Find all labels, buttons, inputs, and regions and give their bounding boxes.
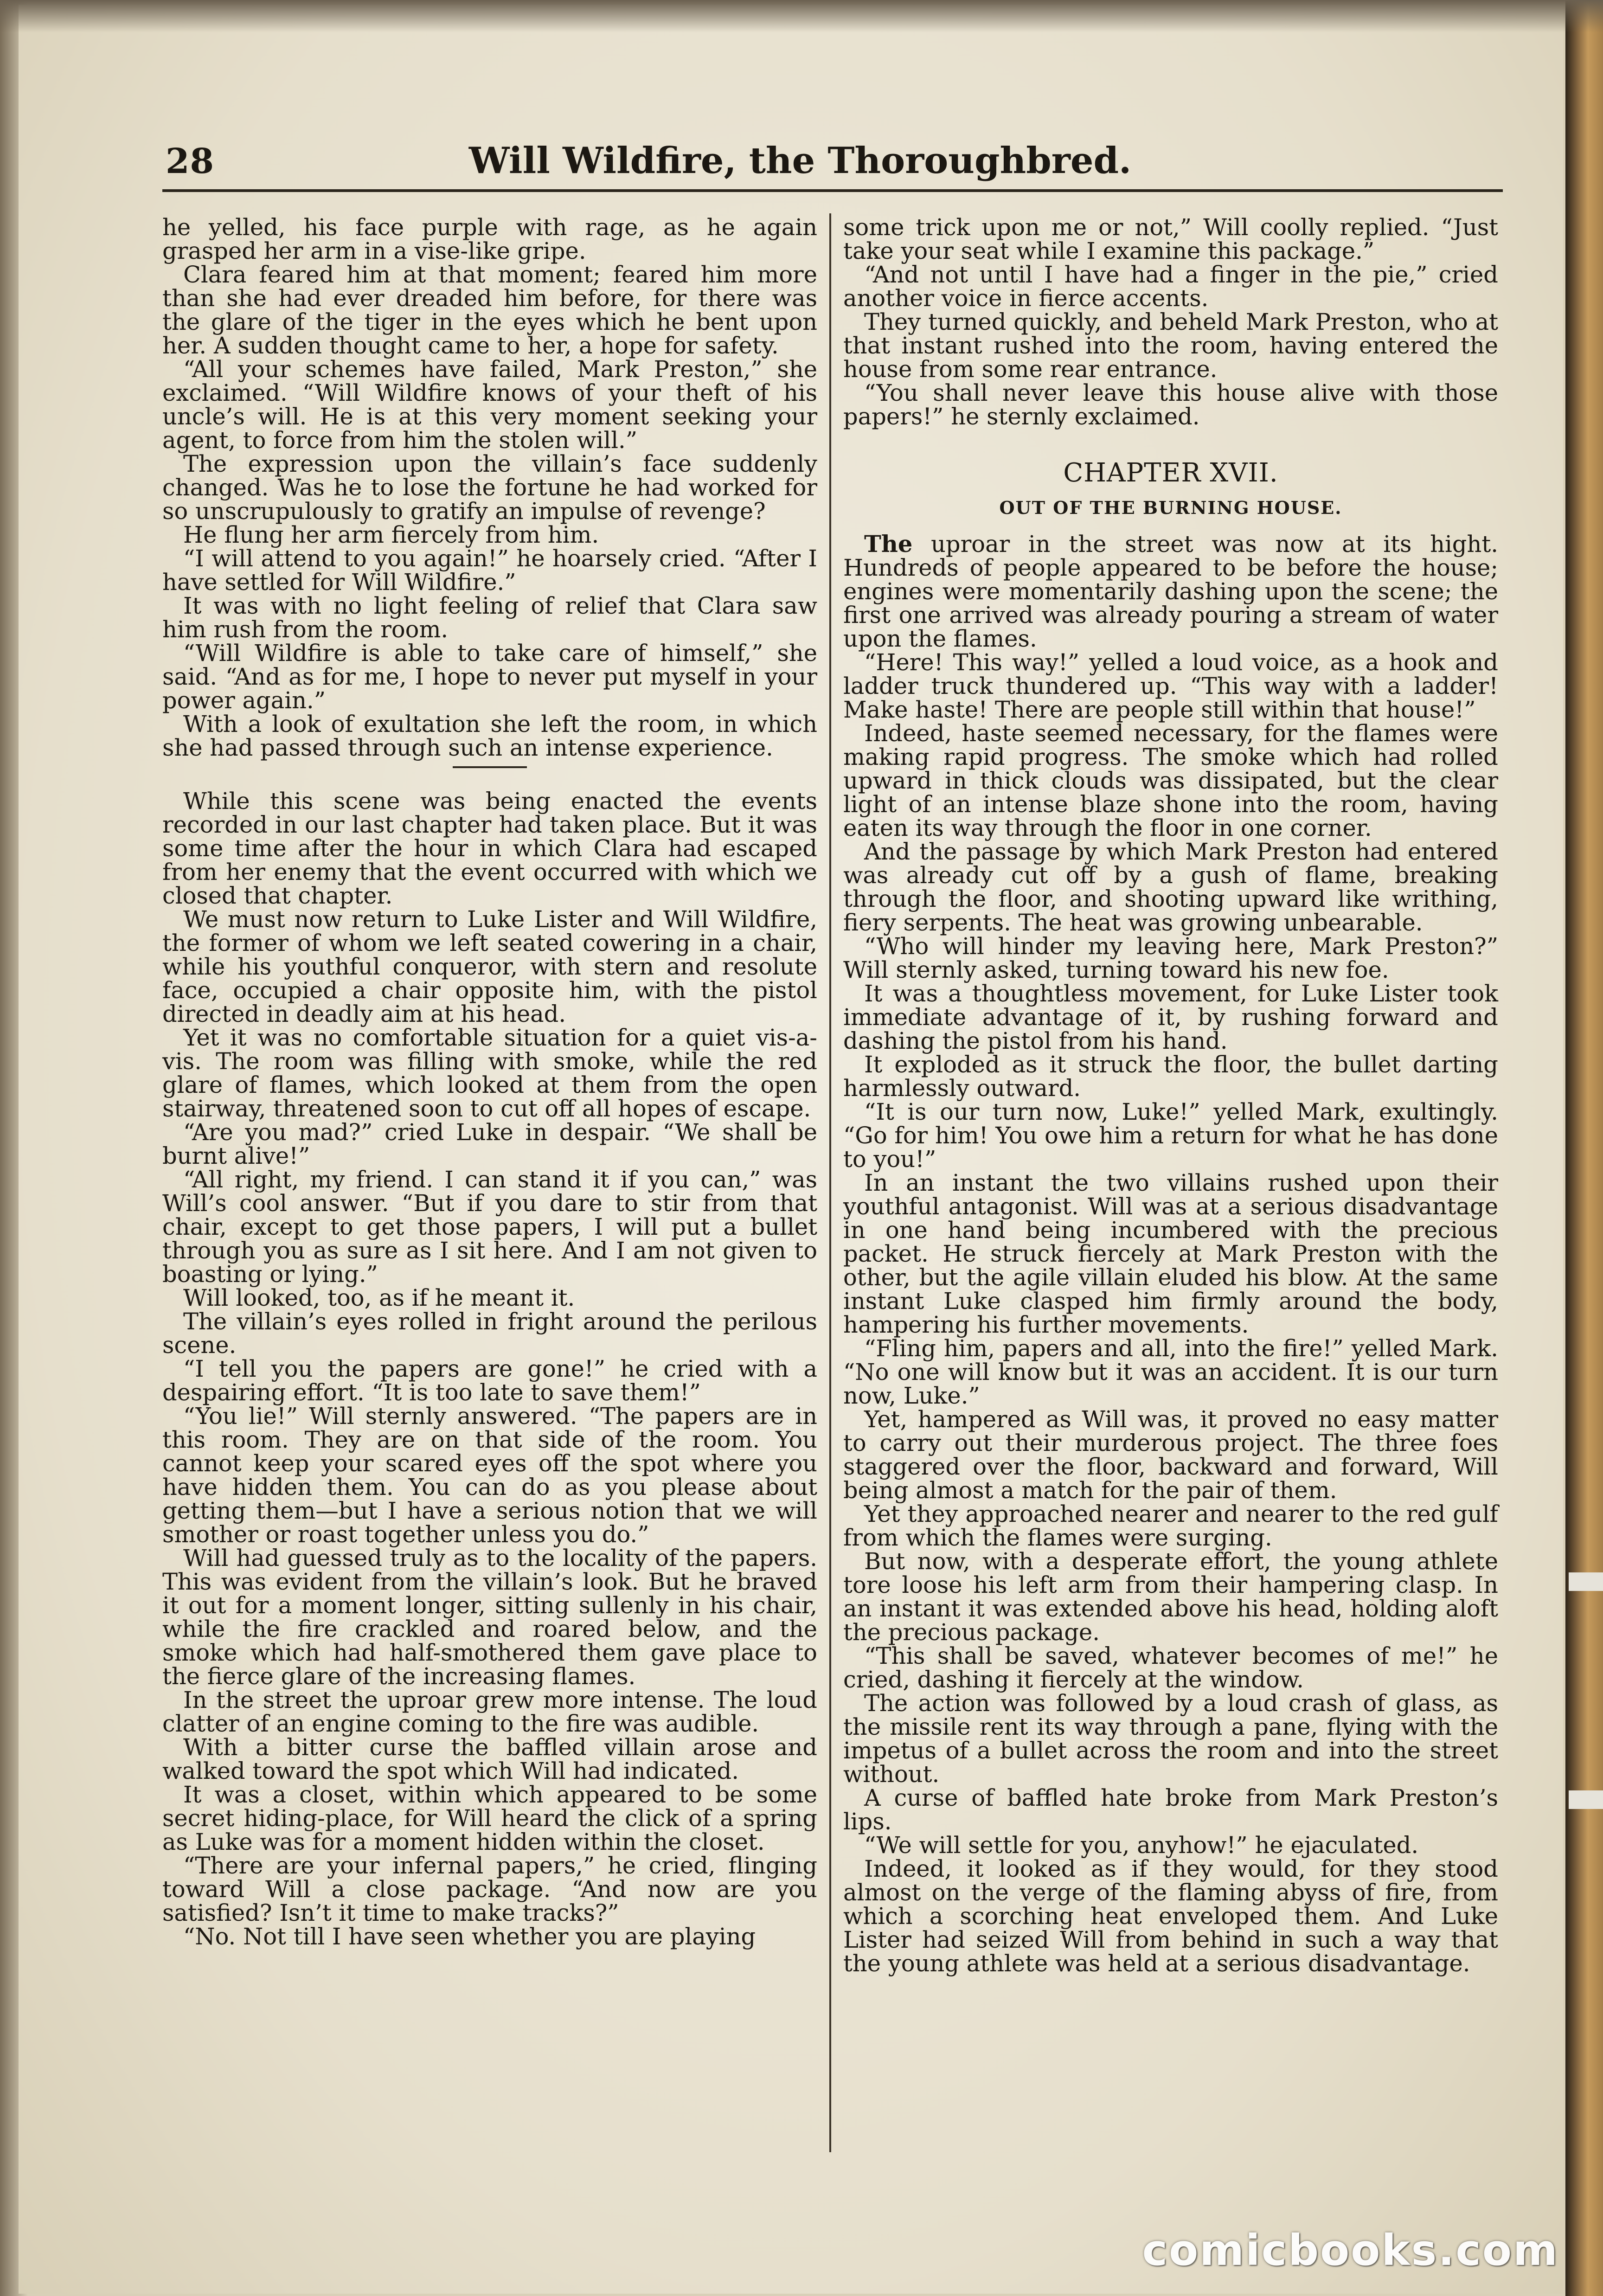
scene-break-rule	[453, 766, 527, 768]
paragraph: A curse of baffled hate broke from Mark Preston’s lips.	[843, 1784, 1498, 1835]
paragraph: “Fling him, papers and all, into the fire!” yelled Mark. “No one will know but it was an accident. It is our turn now, Luke.”	[843, 1335, 1498, 1409]
spine-light-strip	[1569, 1572, 1603, 1591]
paragraph: In the street the uproar grew more intense. The loud clatter of an engine coming to the fire was audible.	[162, 1687, 817, 1737]
paragraph: “Are you mad?” cried Luke in despair. “We shall be burnt alive!”	[162, 1119, 817, 1169]
column-divider	[829, 213, 831, 2152]
paragraph: “You shall never leave this house alive with those papers!” he sternly exclaimed.	[843, 379, 1498, 430]
paragraph: he yelled, his face purple with rage, as he again grasped her arm in a vise-like gripe.	[162, 214, 817, 264]
paragraph: “It is our turn now, Luke!” yelled Mark, exultingly. “Go for him! You owe him a return for what he has done to you!”	[843, 1098, 1498, 1173]
paragraph: “All your schemes have failed, Mark Preston,” she exclaimed. “Will Wildfire knows of your theft of his uncle’s will. He is at this very moment seeking your agent, to force from him the stolen will.”	[162, 356, 817, 454]
paragraph: “There are your infernal papers,” he cried, flinging toward Will a close package. “And now are you satisfied? Isn’t it time to make tracks?”	[162, 1852, 817, 1926]
paragraph: While this scene was being enacted the events recorded in our last chapter had taken place. But it was some time after the hour in which Clara had escaped from her enemy that the event occurred with which we closed that chapter.	[162, 788, 817, 909]
paragraph: It was a closet, within which appeared to be some secret hiding-place, for Will heard the click of a spring as Luke was for a moment hidden within the closet.	[162, 1781, 817, 1855]
paragraph: “Who will hinder my leaving here, Mark Preston?” Will sternly asked, turning toward his new foe.	[843, 933, 1498, 983]
paragraph: “We will settle for you, anyhow!” he ejaculated.	[864, 1832, 1419, 1859]
opening-word: The	[864, 531, 913, 558]
left-column	[162, 216, 817, 1949]
page-number: 28	[166, 141, 214, 181]
paragraph: With a look of exultation she left the room, in which she had passed through such an intense experience.	[162, 711, 817, 761]
paragraph: Indeed, it looked as if they would, for they stood almost on the verge of the flaming abyss of fire, from which a scorching heat enveloped them. And Luke Lister had seized Will from behind in such a way that the young athlete was held at a serious disadvantage.	[843, 1855, 1498, 1977]
right-column	[843, 216, 1498, 1975]
paragraph: “Will Wildfire is able to take care of himself,” she said. “And as for me, I hope to never put myself in your power again.”	[162, 640, 817, 714]
paragraph: “You lie!” Will sternly answered. “The papers are in this room. They are on that side of the room. You cannot keep your scared eyes off the spot where you have hidden them. You can do as you please about getting them—but I have a serious notion that we will smother or roast together unless you do.”	[162, 1403, 817, 1548]
header-rule	[162, 189, 1503, 192]
paragraph: some trick upon me or not,” Will coolly replied. “Just take your seat while I examine this package.”	[843, 214, 1498, 264]
spine-light-strip	[1569, 1790, 1603, 1809]
paragraph: With a bitter curse the baffled villain arose and walked toward the spot which Will had indicated.	[162, 1734, 817, 1784]
paragraph: Yet they approached nearer and nearer to the red gulf from which the flames were surging.	[843, 1501, 1498, 1551]
paragraph: But now, with a desperate effort, the young athlete tore loose his left arm from their hampering clasp. In an instant it was extended above his head, holding aloft the precious package.	[843, 1548, 1498, 1646]
chapter-title: CHAPTER XVII.	[1063, 458, 1278, 488]
paragraph: “And not until I have had a finger in the pie,” cried another voice in fierce accents.	[843, 261, 1498, 312]
paragraph: The expression upon the villain’s face suddenly changed. Was he to lose the fortune he had worked for so unscrupulously to gratify an impulse of revenge?	[162, 450, 817, 525]
scan-top-shadow	[0, 0, 1603, 32]
paragraph: Indeed, haste seemed necessary, for the flames were making rapid progress. The smoke which had rolled upward in thick clouds was dissipated, but the clear light of an intense blaze shone into the room, having eaten its way through the floor in one corner.	[843, 720, 1498, 841]
paragraph: “All right, my friend. I can stand it if you can,” was Will’s cool answer. “But if you dare to stir from that chair, except to get those papers, I will put a bullet through you as sure as I sit here. And I am not given to boasting or lying.”	[162, 1166, 817, 1288]
opening-text: uproar in the street was now at its hight. Hundreds of people appeared to be before the house; engines were momentarily dashing upon the scene; the first one arrived was already pouring a stream of water upon the flames.	[843, 531, 1498, 652]
chapter-subtitle: OUT OF THE BURNING HOUSE.	[999, 497, 1342, 518]
paragraph: Will had guessed truly as to the locality of the papers. This was evident from the villain’s look. But he braved it out for a moment longer, sitting sullenly in his chair, while the fire crackled and roared below, and the smoke which had half-smothered them gave place to the fierce glare of the increasing flames.	[162, 1545, 817, 1690]
watermark: comicbooks.com	[1142, 2225, 1559, 2275]
book-spine	[1565, 0, 1603, 2296]
paragraph: “This shall be saved, whatever becomes of me!” he cried, dashing it fiercely at the window.	[843, 1642, 1498, 1693]
running-title: Will Wildfire, the Thoroughbred.	[468, 140, 1132, 182]
paragraph: Yet, hampered as Will was, it proved no easy matter to carry out their murderous project. The three foes staggered over the floor, backward and forward, Will being almost a match for the pair of them.	[843, 1406, 1498, 1504]
paragraph: Yet it was no comfortable situation for a quiet vis-a-vis. The room was filling with smoke, while the red glare of flames, which looked at them from the open stairway, threatened soon to cut off all hopes of escape.	[162, 1024, 817, 1122]
paragraph: The action was followed by a loud crash of glass, as the missile rent its way through a pane, flying with the impetus of a bullet across the room and into the street without.	[843, 1690, 1498, 1788]
paragraph: He flung her arm fiercely from him.	[183, 521, 599, 548]
paragraph: We must now return to Luke Lister and Will Wildfire, the former of whom we left seated cowering in a chair, while his youthful conqueror, with stern and resolute face, occupied a chair opposite him, with the pistol directed in deadly aim at his head.	[162, 906, 817, 1027]
paragraph: The villain’s eyes rolled in fright around the perilous scene.	[162, 1308, 817, 1359]
chapter-opening-paragraph	[843, 532, 1498, 651]
paragraph: It was with no light feeling of relief that Clara saw him rush from the room.	[162, 592, 817, 643]
paragraph: “I will attend to you again!” he hoarsely cried. “After I have settled for Will Wildfire.”	[162, 545, 817, 596]
page-header	[137, 132, 1408, 183]
paragraph: “I tell you the papers are gone!” he cried with a despairing effort. “It is too late to save them!”	[162, 1355, 817, 1406]
paragraph: Clara feared him at that moment; feared him more than she had ever dreaded him before, for there was the glare of the tiger in the eyes which he bent upon her. A sudden thought came to her, a hope for safety.	[162, 261, 817, 359]
paragraph: Will looked, too, as if he meant it.	[183, 1284, 575, 1311]
paragraph: In an instant the two villains rushed upon their youthful antagonist. Will was at a serious disadvantage in one hand being incumbered with the precious packet. He struck fiercely at Mark Preston with the other, but the agile villain eluded his blow. At the same instant Luke clasped him firmly around the body, hampering his further movements.	[843, 1169, 1498, 1338]
paragraph: It was a thoughtless movement, for Luke Lister took immediate advantage of it, by rushing forward and dashing the pistol from his hand.	[843, 980, 1498, 1054]
paragraph: “No. Not till I have seen whether you are playing	[183, 1923, 756, 1950]
paragraph: They turned quickly, and beheld Mark Preston, who at that instant rushed into the room, having entered the house from some rear entrance.	[843, 308, 1498, 383]
paragraph: It exploded as it struck the floor, the bullet darting harmlessly outward.	[843, 1051, 1498, 1102]
paragraph: And the passage by which Mark Preston had entered was already cut off by a gush of flame, breaking through the floor, and shooting upward like writhing, fiery serpents. The heat was growing unbearable.	[843, 838, 1498, 936]
paragraph: “Here! This way!” yelled a loud voice, as a hook and ladder truck thundered up. “This way with a ladder! Make haste! There are people still within that house!”	[843, 649, 1498, 723]
